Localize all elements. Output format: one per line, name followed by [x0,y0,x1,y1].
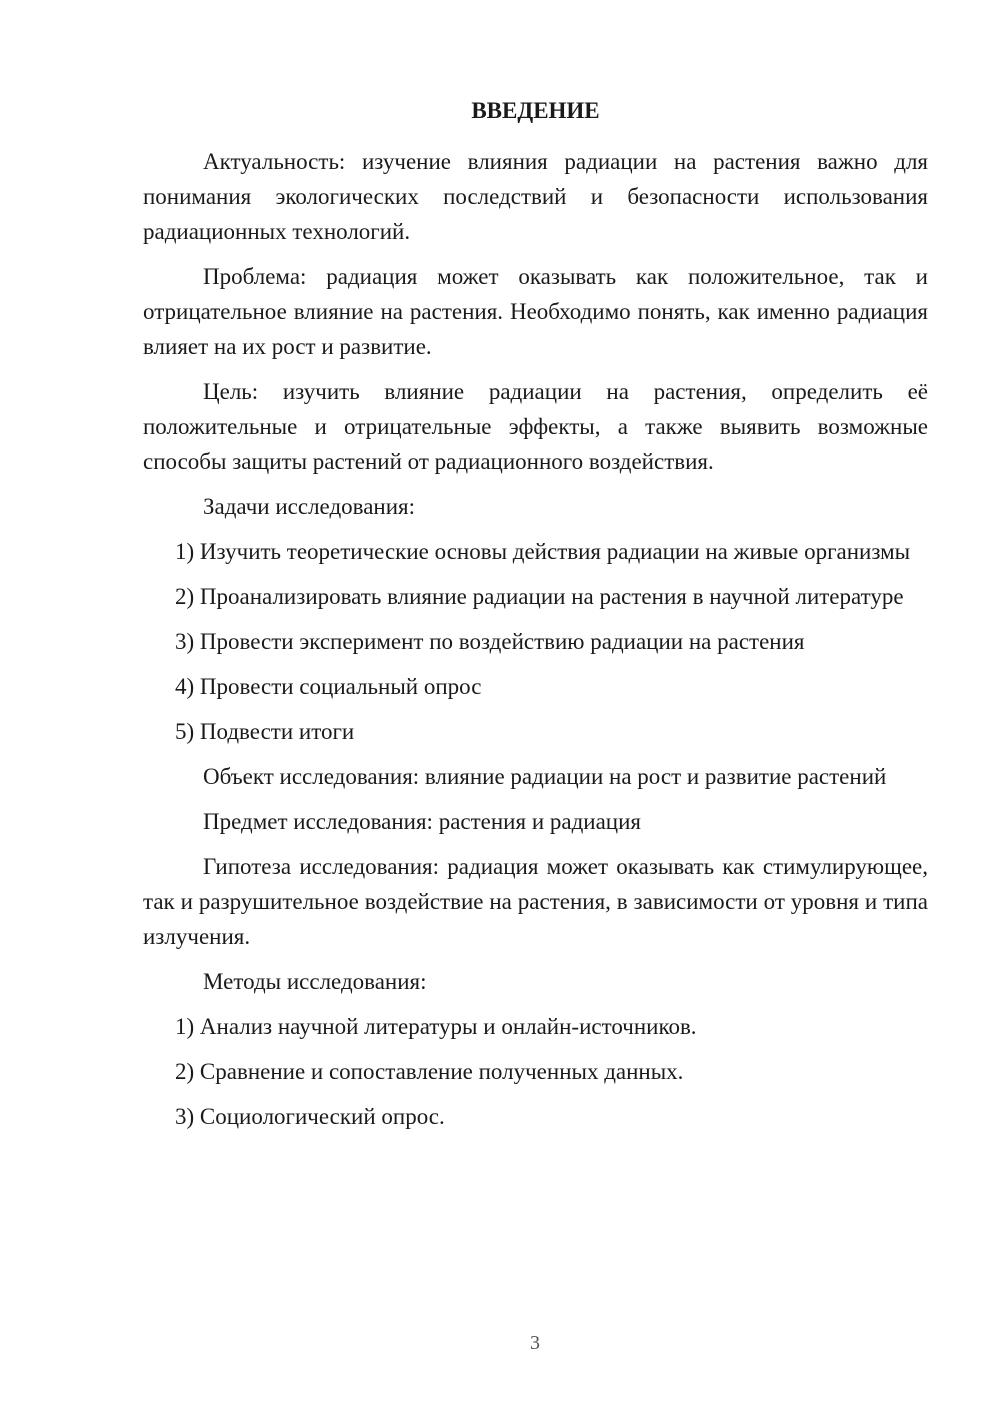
hypothesis-paragraph: Гипотеза исследования: радиация может оказывать как стимулирующее, так и разрушительное воздействие на растения, в зависимости от уровня и типа излучения. [143,854,928,949]
relevance-paragraph: Актуальность: изучение влияния радиации на растения важно для понимания экологических последствий и безопасности использования радиационных технологий. [143,149,928,244]
task-item-3: 3) Провести эксперимент по воздействию радиации на растения [175,629,805,654]
section-heading: ВВЕДЕНИЕ [471,98,600,123]
object-paragraph: Объект исследования: влияние радиации на рост и развитие растений [203,764,887,789]
page-number: 3 [530,1332,540,1354]
task-item-1: 1) Изучить теоретические основы действия радиации на живые организмы [175,539,911,564]
methods-title: Методы исследования: [203,969,427,994]
tasks-title: Задачи исследования: [203,494,416,519]
method-item-1: 1) Анализ научной литературы и онлайн-источников. [175,1014,697,1039]
task-item-4: 4) Провести социальный опрос [175,674,482,699]
task-item-5: 5) Подвести итоги [175,719,355,744]
method-item-2: 2) Сравнение и сопоставление полученных данных. [175,1059,684,1084]
page-content [143,93,928,1144]
method-item-3: 3) Социологический опрос. [175,1104,445,1129]
goal-paragraph: Цель: изучить влияние радиации на растения, определить её положительные и отрицательные эффекты, а также выявить возможные способы защиты растений от радиационного воздействия. [143,379,928,474]
problem-paragraph: Проблема: радиация может оказывать как положительное, так и отрицательное влияние на растения. Необходимо понять, как именно радиация влияет на их рост и развитие. [143,264,928,359]
task-item-2: 2) Проанализировать влияние радиации на растения в научной литературе [175,584,904,609]
subject-paragraph: Предмет исследования: растения и радиация [203,809,641,834]
